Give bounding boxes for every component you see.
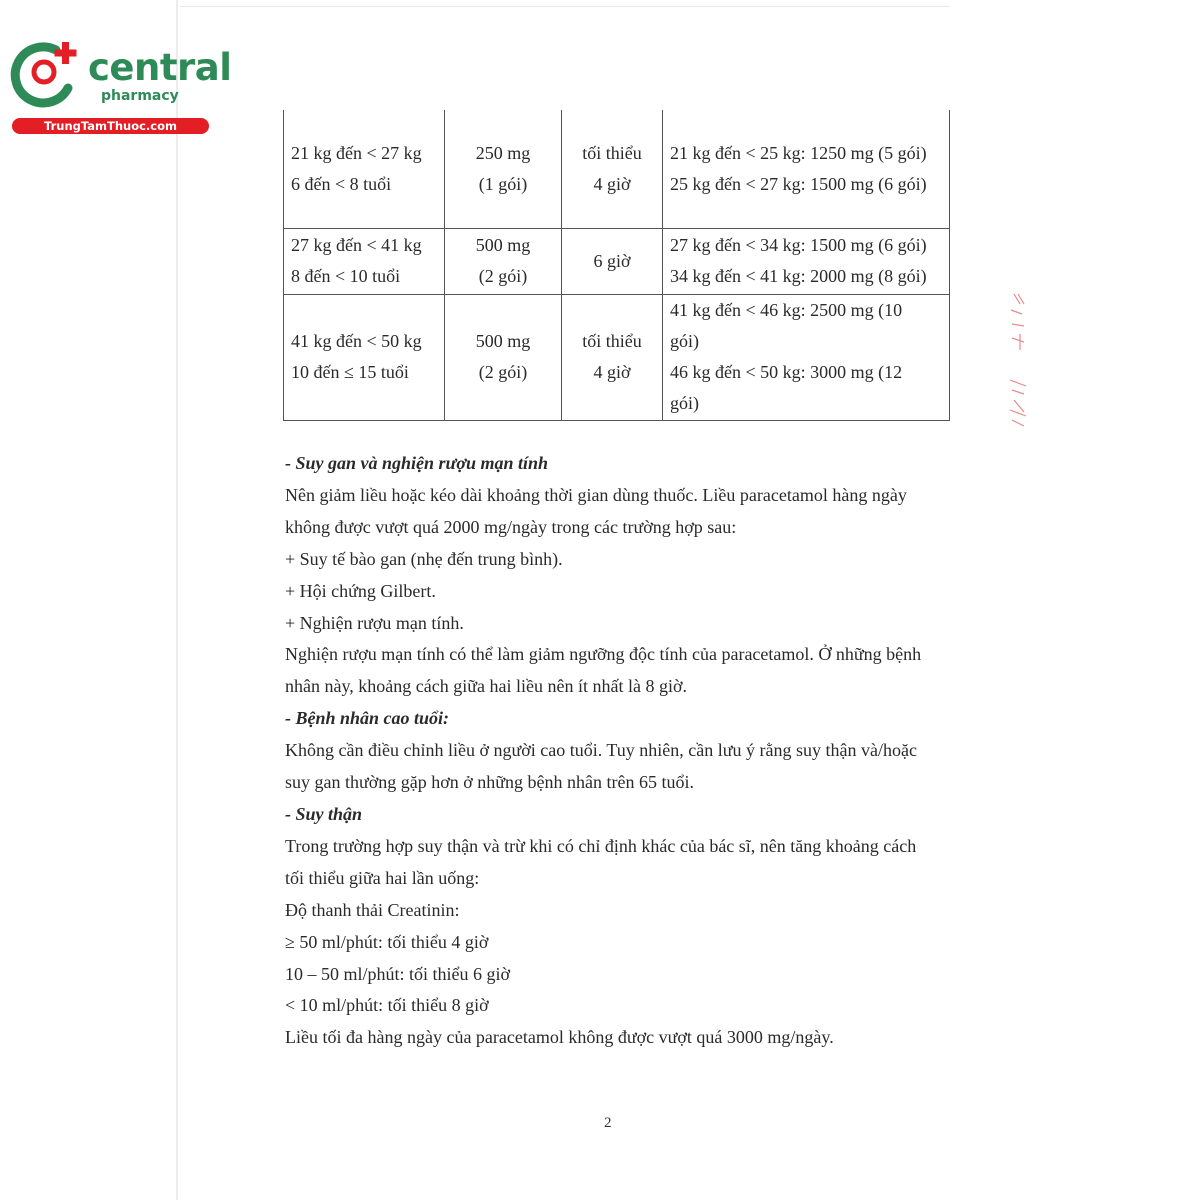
logo-url-badge: TrungTamThuoc.com [12, 118, 209, 134]
dose-cell: 250 mg (1 gói) [445, 110, 562, 228]
page-number: 2 [604, 1115, 612, 1131]
max-dose-cell: 41 kg đến < 46 kg: 2500 mg (10 gói) 46 kg đến < 50 kg: 3000 mg (12 gói) [663, 294, 950, 420]
bullet-item: + Hội chứng Gilbert. [285, 580, 436, 601]
section-heading-elderly: - Bệnh nhân cao tuổi: [285, 708, 450, 729]
interval-cell: 6 giờ [562, 228, 663, 294]
paragraph-line: Nên giảm liều hoặc kéo dài khoảng thời gian dùng thuốc. Liều paracetamol hàng ngày [285, 484, 907, 505]
paragraph-line: không được vượt quá 2000 mg/ngày trong các trường hợp sau: [285, 516, 737, 537]
paragraph-line: Không cần điều chỉnh liều ở người cao tuổi. Tuy nhiên, cần lưu ý rằng suy thận và/hoặc [285, 740, 917, 761]
table-row [284, 228, 950, 294]
page-edge [176, 0, 178, 1200]
paragraph-line: tối thiểu giữa hai lần uống: [285, 867, 480, 888]
central-pharmacy-logo [10, 38, 232, 138]
dose-cell: 500 mg (2 gói) [445, 228, 562, 294]
logo-c-cross-icon [10, 38, 90, 108]
interval-cell: tối thiểu 4 giờ [562, 294, 663, 420]
paragraph-line: nhân này, khoảng cách giữa hai liều nên ít nhất là 8 giờ. [285, 676, 687, 697]
logo-sub-text: pharmacy [101, 88, 179, 104]
page-top-edge [180, 6, 950, 7]
weight-age-cell: 21 kg đến < 27 kg 6 đến < 8 tuổi [284, 110, 445, 228]
table-row [284, 110, 950, 228]
paragraph-line: Liều tối đa hàng ngày của paracetamol không được vượt quá 3000 mg/ngày. [285, 1027, 834, 1048]
dose-cell: 500 mg (2 gói) [445, 294, 562, 420]
section-heading-liver: - Suy gan và nghiện rượu mạn tính [285, 453, 549, 473]
list-item: ≥ 50 ml/phút: tối thiểu 4 giờ [285, 931, 489, 952]
logo-brand-text: central [88, 46, 232, 89]
red-stamp-mark [1006, 290, 1032, 430]
paragraph-line: Nghiện rượu mạn tính có thể làm giảm ngưỡng độc tính của paracetamol. Ở những bệnh [285, 644, 922, 665]
table-row [284, 294, 950, 420]
paragraph-line: Trong trường hợp suy thận và trừ khi có chỉ định khác của bác sĩ, nên tăng khoảng cách [285, 835, 917, 856]
dosage-table [283, 110, 950, 421]
paragraph-line: suy gan thường gặp hơn ở những bệnh nhân trên 65 tuổi. [285, 772, 695, 793]
section-heading-renal: - Suy thận [285, 803, 363, 824]
list-item: 10 – 50 ml/phút: tối thiểu 6 giờ [285, 963, 511, 984]
bullet-item: + Nghiện rượu mạn tính. [285, 612, 464, 633]
document-body [285, 448, 945, 1054]
paragraph-line: Độ thanh thải Creatinin: [285, 899, 460, 920]
interval-cell: tối thiểu 4 giờ [562, 110, 663, 228]
max-dose-cell: 27 kg đến < 34 kg: 1500 mg (6 gói) 34 kg đến < 41 kg: 2000 mg (8 gói) [663, 228, 950, 294]
weight-age-cell: 41 kg đến < 50 kg 10 đến ≤ 15 tuổi [284, 294, 445, 420]
weight-age-cell: 27 kg đến < 41 kg 8 đến < 10 tuổi [284, 228, 445, 294]
bullet-item: + Suy tế bào gan (nhẹ đến trung bình). [285, 548, 563, 569]
list-item: < 10 ml/phút: tối thiểu 8 giờ [285, 995, 489, 1016]
max-dose-cell: 21 kg đến < 25 kg: 1250 mg (5 gói) 25 kg đến < 27 kg: 1500 mg (6 gói) [663, 110, 950, 228]
